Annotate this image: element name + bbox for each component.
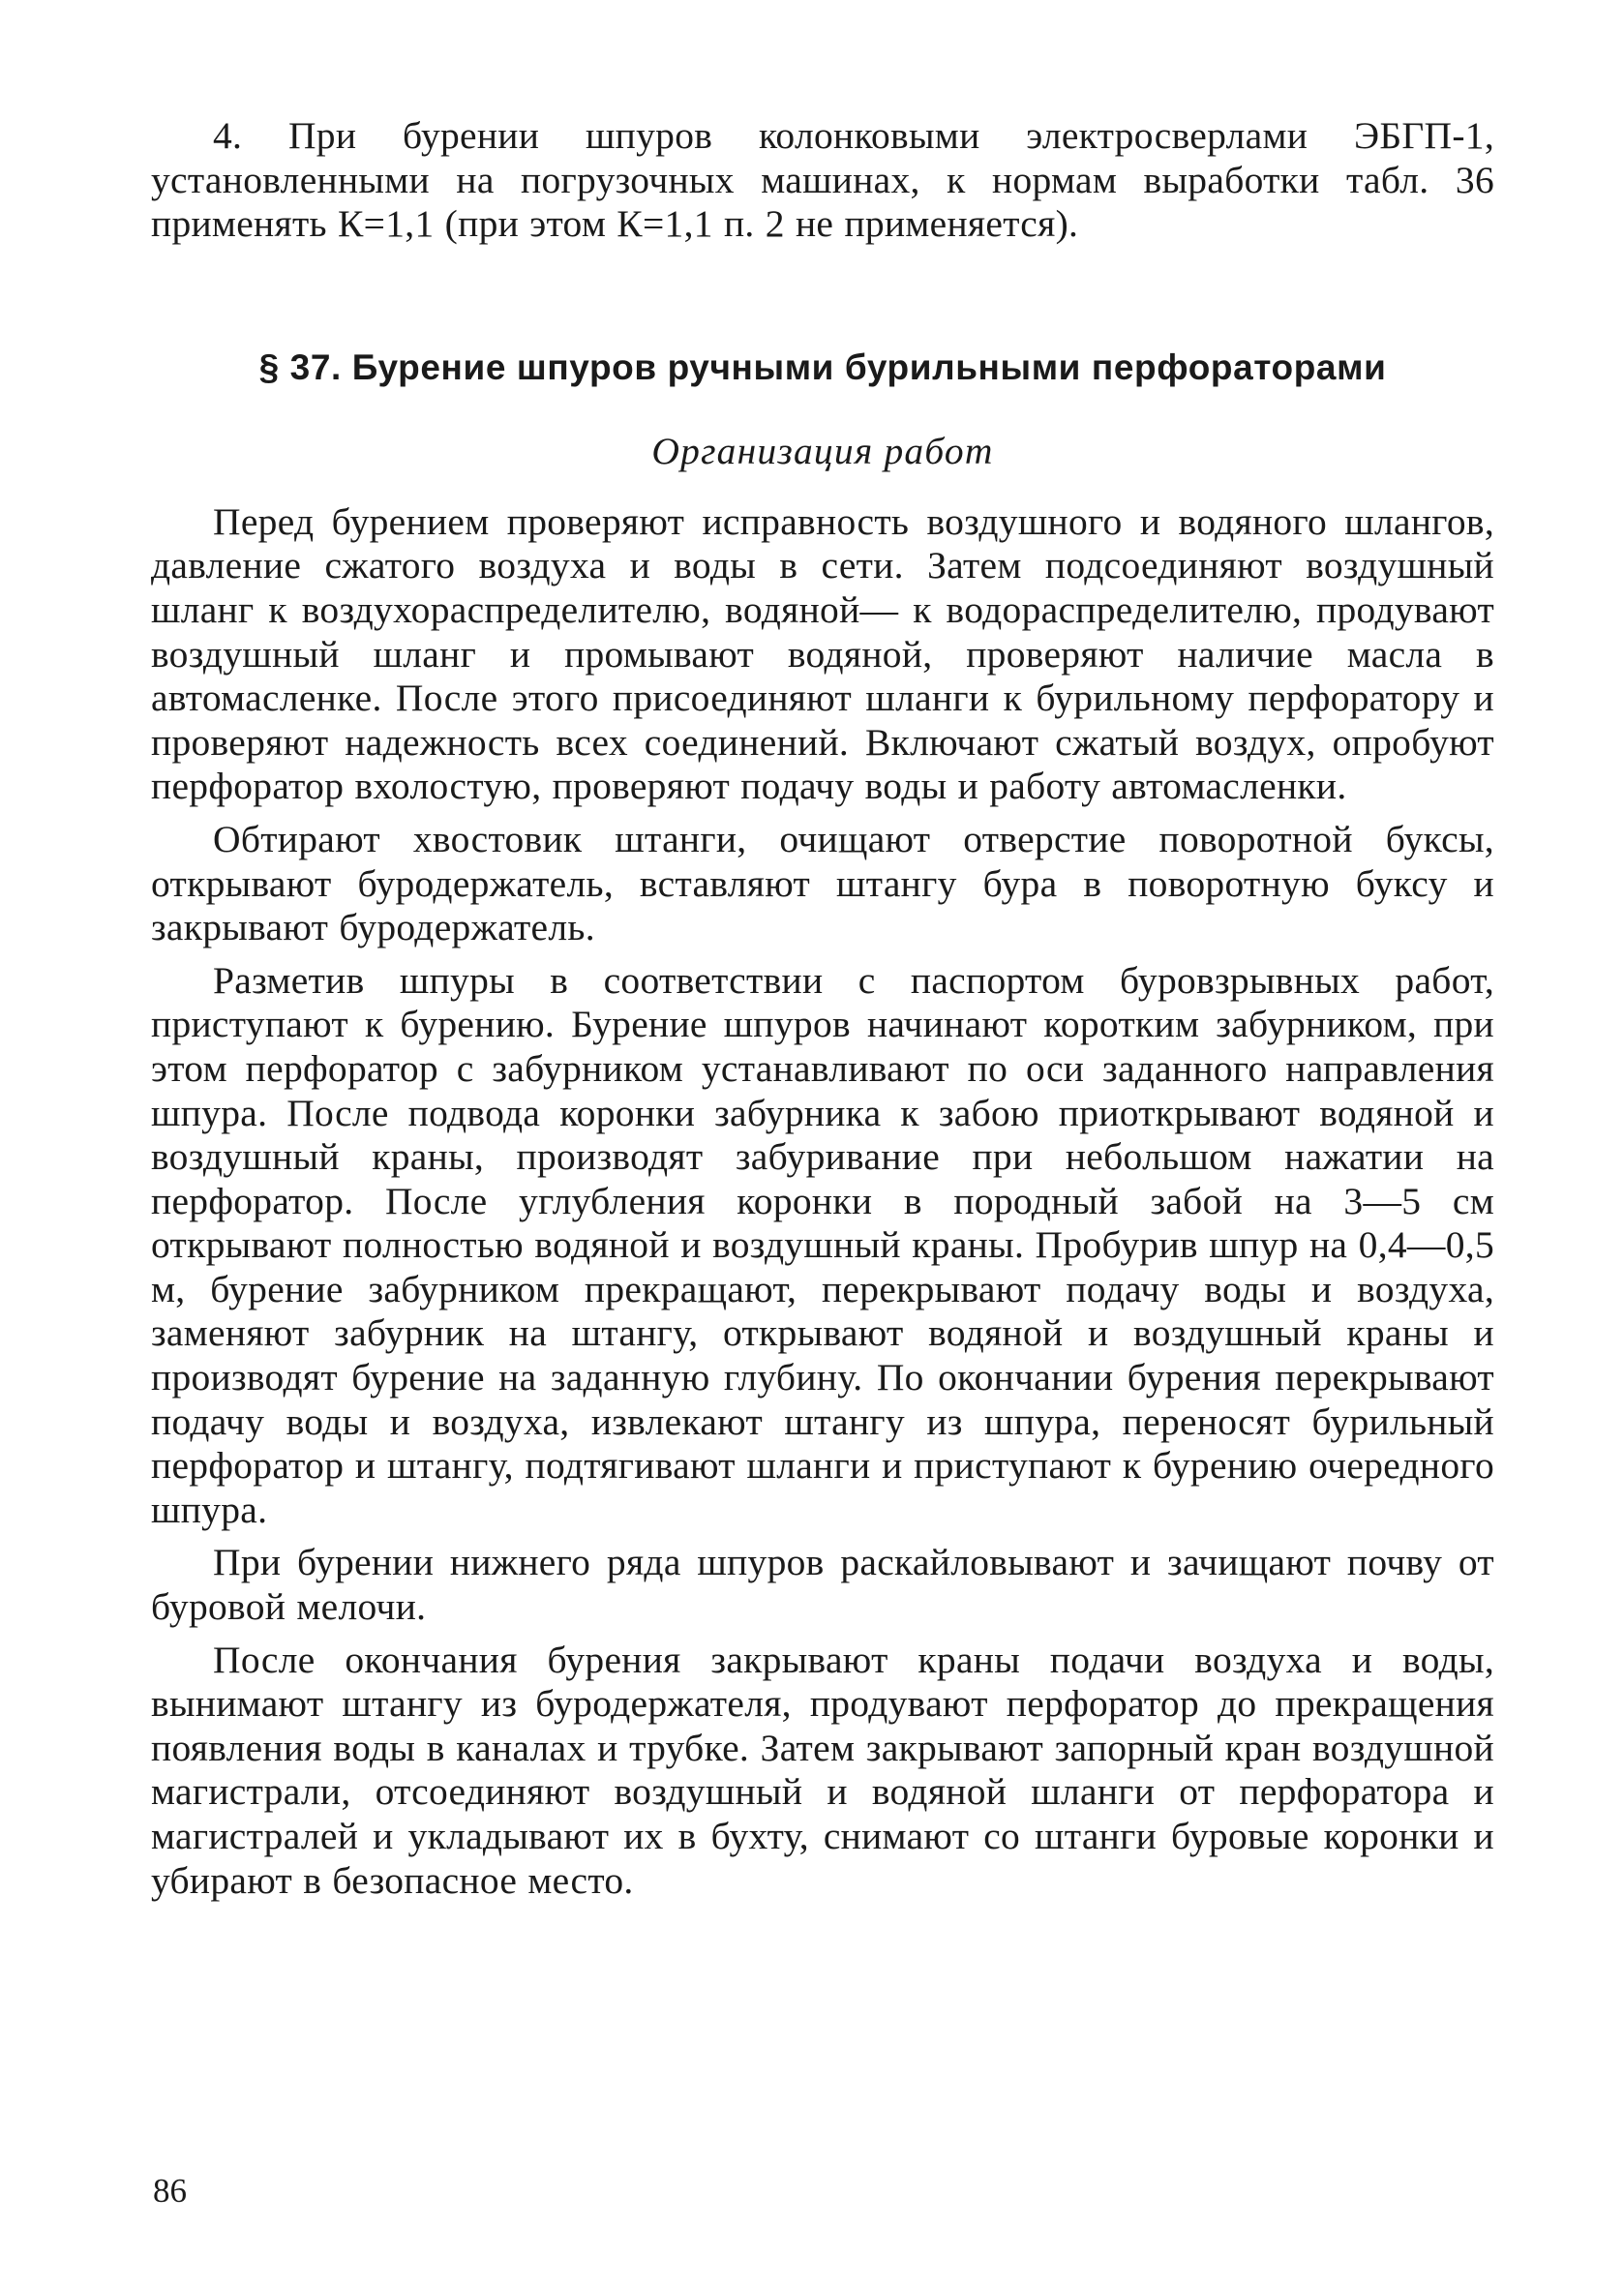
section-subheading: Организация работ <box>651 429 994 472</box>
body-paragraph: Разметив шпуры в соответствии с паспортом буровзрывных работ, приступают к бурению. Бурение шпуров начинают коротким забурником, при этом перфоратор с забурником устанавливают по оси заданного направления шпура. После подвода коронки забурника к забою приоткрывают водяной и воздушный краны, производят забуривание при небольшом нажатии на перфоратор. После углубления коронки в породный забой на 3—5 см открывают полностью водяной и воздушный краны. Пробурив шпур на 0,4—0,5 м, бурение забурником прекращают, перекрывают подачу воды и воздуха, заменяют забурник на штангу, открывают водяной и воздушный краны и производят бурение на заданную глубину. По окончании бурения перекрывают подачу воды и воздуха, извлекают штангу из шпура, переносят бурильный перфоратор и штангу, подтягивают шланги и приступают к бурению очередного шпура. <box>151 958 1494 1531</box>
page-number: 86 <box>153 2172 187 2210</box>
page-body <box>151 114 1494 1903</box>
body-paragraph: При бурении нижнего ряда шпуров раскайловывают и зачищают почву от буровой мелочи. <box>151 1541 1494 1629</box>
body-paragraph: Обтирают хвостовик штанги, очищают отверстие поворотной буксы, открывают буродержатель, вставляют штангу бура в поворотную буксу и закрывают буродержатель. <box>151 817 1494 949</box>
intro-paragraph: 4. При бурении шпуров колонковыми электросверлами ЭБГП-1, установленными на погрузочных машинах, к нормам выработки табл. 36 применять К=1,1 (при этом К=1,1 п. 2 не применяется). <box>151 114 1494 246</box>
section-heading: § 37. Бурение шпуров ручными бурильными перфораторами <box>258 346 1387 387</box>
body-paragraph: Перед бурением проверяют исправность воздушного и водяного шлангов, давление сжатого воздуха и воды в сети. Затем подсоединяют воздушный шланг к воздухораспределителю, водяной— к водораспределителю, продувают воздушный шланг и промывают водяной, проверяют наличие масла в автомасленке. После этого присоединяют шланги к бурильному перфоратору и проверяют надежность всех соединений. Включают сжатый воздух, опробуют перфоратор вхолостую, проверяют подачу воды и работу автомасленки. <box>151 499 1494 808</box>
body-paragraph: После окончания бурения закрывают краны подачи воздуха и воды, вынимают штангу из буродержателя, продувают перфоратор до прекращения появления воды в каналах и трубке. Затем закрывают запорный кран воздушной магистрали, отсоединяют воздушный и водяной шланги от перфоратора и магистралей и укладывают их в бухту, снимают со штанги буровые коронки и убирают в безопасное место. <box>151 1638 1494 1902</box>
